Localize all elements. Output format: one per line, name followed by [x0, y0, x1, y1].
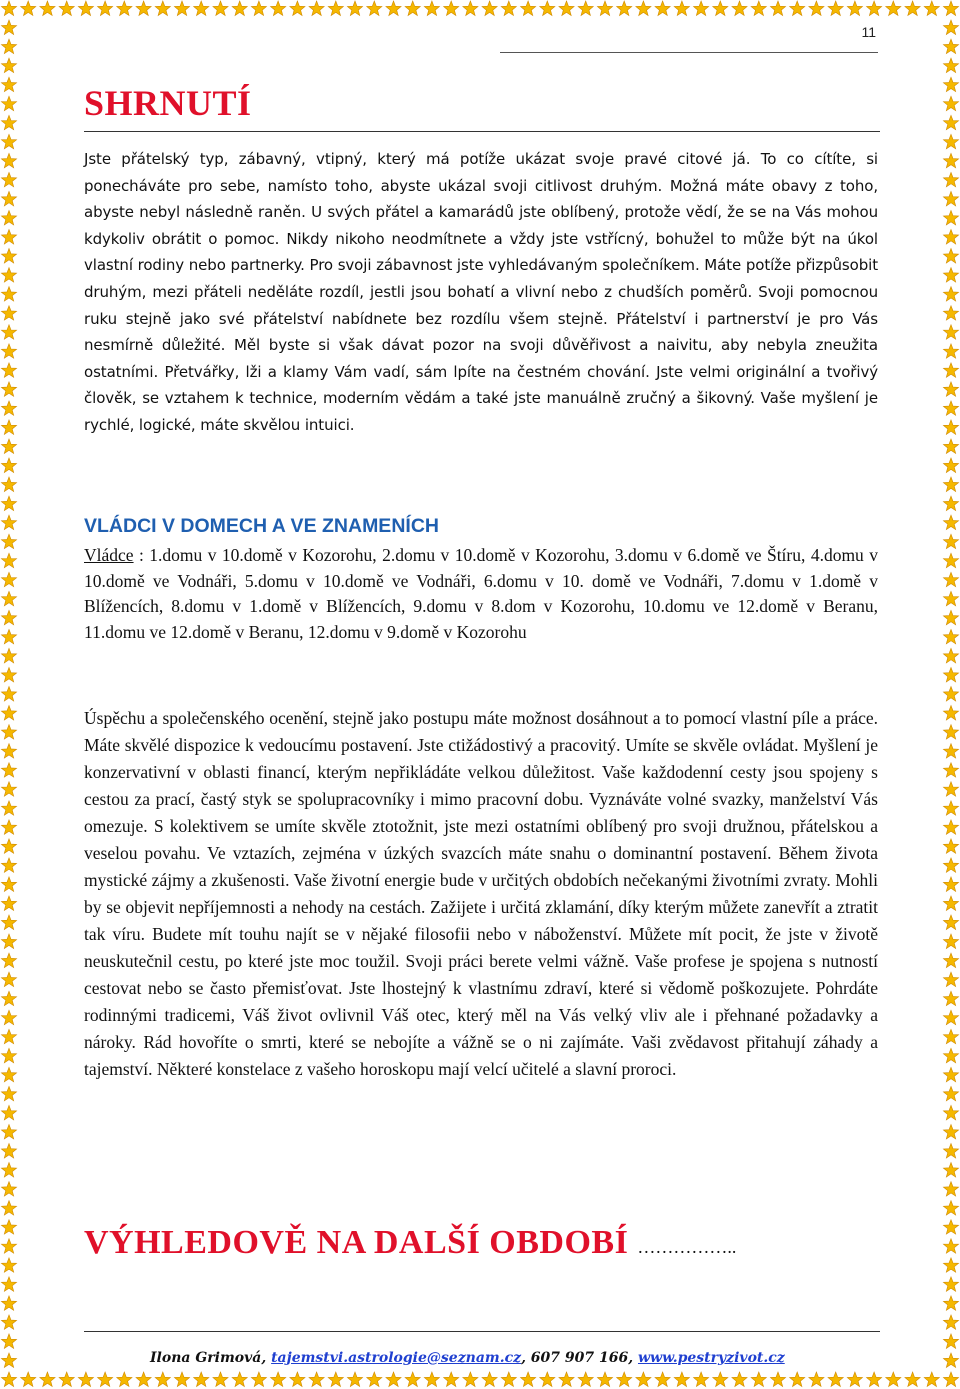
star-icon [1, 1182, 16, 1197]
star-icon [1, 915, 16, 930]
star-icon [617, 1372, 632, 1387]
star-icon [1, 953, 16, 968]
star-icon [943, 839, 958, 854]
star-icon [1, 363, 16, 378]
summary-paragraph: Jste přátelský typ, zábavný, vtipný, který má potíže ukázat svoje pravé citové já. To co cítíte, si ponecháváte pro sebe, namísto toho, abyste ukázal svoji citlivost druhým. Možná máte obavy z toho, abyste nebyl následně raněn. U svých přátel a kamarádů jste oblíbený, protože vědí, že se na Vás mohou kdykoliv obrátit o pomoc. Nikdy nikoho neodmítnete a vždy jste vstřícný, bohužel to může být na úkol vlastní rodiny nebo partnerky. Pro svoji zábavnost jste vyhledávaným společníkem. Máte potíže přizpůsobit druhým, mezi přáteli neděláte rozdíl, jestli jsou bohatí a vlivní nebo z chudších poměrů. Svoji pomocnou ruku stejně jako své přátelství nabídnete bez rozdílu všem stejně. Přátelství i partnerství je pro Vás nesmírně důležité. Měl byste si však dávat pozor na svoji důvěřivost a naivitu, aby nebyla zneužita ostatními. Přetvářky, lži a klamy Vám vadí, sám lpíte na čestném chování. Jste velmi originální a tvořivý člověk, se vztahem k technice, moderním vědám a také jste manuálně zručný a šikovný. Vaše myšlení je rychlé, logické, máte skvělou intuici. [84, 150, 878, 434]
star-icon [540, 1, 555, 16]
star-icon [59, 1372, 74, 1387]
star-icon [943, 1372, 958, 1387]
star-icon [1, 458, 16, 473]
star-icon [943, 344, 958, 358]
star-icon [694, 1372, 709, 1387]
star-icon [943, 420, 958, 435]
star-icon [597, 1, 612, 16]
star-icon [1, 991, 16, 1005]
star-icon [136, 1, 151, 16]
rulers-text: : 1.domu v 10.domě v Kozorohu, 2.domu v 10.domě v Kozorohu, 3.domu v 6.domě ve Štíru, 4.domu v 10.domě ve Vodnáři, 5.domu v 10.domě ve Vodnáři, 6.domu v 10. domě ve Vodnáři, 7.domu v 1.domě v Blížencích, 8.domu v 1.domě v Blížencích, 9.domu v 8.dom v Kozorohu, 10.domu ve 12.domě v Beranu, 11.domu ve 12.domě v Beranu, 12.domu v 9.domě v Kozorohu [84, 545, 878, 642]
star-icon [1, 896, 16, 910]
star-icon [347, 1, 362, 16]
star-icon [943, 1144, 958, 1159]
star-icon [636, 1, 651, 16]
star-icon [1, 706, 16, 721]
star-icon [1, 420, 16, 435]
star-icon [405, 1, 420, 16]
star-icon [713, 1, 728, 16]
star-icon [1, 325, 16, 340]
star-icon [578, 1, 593, 16]
star-icon [943, 668, 958, 682]
star-icon [1, 801, 16, 815]
star-icon [943, 58, 958, 73]
star-icon [1, 687, 16, 702]
star-icon [1, 344, 16, 358]
star-icon [1, 572, 16, 586]
star-icon [655, 1372, 670, 1387]
star-icon [790, 1372, 805, 1387]
star-icon [1, 629, 16, 643]
star-icon [905, 1, 920, 16]
star-icon [1, 230, 16, 245]
footer-phone: , 607 907 166, [521, 1350, 638, 1366]
outlook-heading [84, 1224, 736, 1262]
star-icon [117, 1, 132, 16]
star-icon [847, 1372, 862, 1387]
star-icon [347, 1372, 362, 1387]
star-icon [386, 1372, 401, 1387]
star-icon [713, 1372, 728, 1387]
star-icon [463, 1, 478, 16]
star-icon [1, 306, 16, 320]
star-icon [1, 858, 16, 872]
rulers-heading: VLÁDCI V DOMECH A VE ZNAMENÍCH [84, 515, 439, 537]
star-icon [751, 1372, 766, 1387]
star-icon [905, 1372, 920, 1387]
star-icon [597, 1372, 612, 1387]
star-icon [943, 96, 958, 111]
star-icon [1, 515, 16, 530]
footer [150, 1350, 850, 1366]
star-icon [943, 1163, 958, 1178]
star-icon [482, 1372, 497, 1387]
star-icon [521, 1, 536, 16]
star-icon [674, 1372, 689, 1387]
star-icon [367, 1372, 382, 1387]
star-icon [943, 1029, 958, 1043]
star-icon [290, 1372, 305, 1387]
star-icon [117, 1372, 132, 1387]
page-number: 11 [861, 24, 876, 40]
star-icon [943, 325, 958, 340]
star-icon [78, 1372, 93, 1387]
star-icon [1, 77, 16, 91]
star-icon [1, 1125, 16, 1139]
star-icon [1, 1048, 16, 1063]
star-icon [943, 1, 958, 16]
star-icon [194, 1, 209, 16]
star-icon [943, 1105, 958, 1120]
star-icon [943, 1067, 958, 1082]
star-icon [943, 877, 958, 892]
star-icon [943, 1353, 958, 1367]
star-icon [1, 934, 16, 949]
star-icon [674, 1, 689, 16]
star-icon [194, 1372, 209, 1387]
star-icon [1, 20, 16, 35]
summary-rule [84, 131, 880, 132]
star-icon [655, 1, 670, 16]
star-icon [251, 1372, 266, 1387]
star-icon [943, 287, 958, 302]
star-icon [943, 1125, 958, 1139]
star-icon [809, 1372, 824, 1387]
star-icon [1, 648, 16, 663]
star-icon [1, 1277, 16, 1292]
star-icon [98, 1, 113, 16]
star-icon [867, 1372, 882, 1387]
star-icon [943, 115, 958, 129]
footer-rule [84, 1331, 880, 1332]
star-icon [232, 1372, 247, 1387]
star-icon [21, 1, 36, 16]
star-icon [943, 515, 958, 530]
star-icon [1, 1334, 16, 1349]
star-icon [1, 1029, 16, 1043]
star-icon [943, 1277, 958, 1292]
outlook-heading-text: VÝHLEDOVĚ NA DALŠÍ OBDOBÍ [84, 1224, 629, 1261]
star-icon [1, 1086, 16, 1100]
star-icon [886, 1, 901, 16]
star-icon [444, 1372, 459, 1387]
star-icon [1, 439, 16, 453]
star-icon [1, 496, 16, 511]
star-icon [1, 877, 16, 892]
star-icon [463, 1372, 478, 1387]
star-icon [1, 839, 16, 854]
star-icon [943, 153, 958, 168]
star-icon [1, 1353, 16, 1367]
star-icon [213, 1372, 228, 1387]
outlook-dots: …………….. [637, 1237, 737, 1257]
star-icon [1, 1163, 16, 1178]
star-icon [1, 668, 16, 682]
star-icon [943, 249, 958, 264]
star-icon [424, 1372, 439, 1387]
star-icon [943, 1048, 958, 1063]
star-icon [328, 1372, 343, 1387]
star-icon [943, 534, 958, 548]
star-icon [1, 477, 16, 492]
star-icon [1, 1105, 16, 1120]
star-icon [1, 1220, 16, 1234]
star-icon [174, 1, 189, 16]
star-icon [943, 591, 958, 606]
star-icon [40, 1372, 55, 1387]
star-icon [98, 1372, 113, 1387]
star-icon [943, 401, 958, 415]
star-icon [155, 1372, 170, 1387]
star-icon [943, 1182, 958, 1197]
star-icon [1, 1296, 16, 1311]
star-icon [1, 744, 16, 759]
star-icon [1, 134, 16, 149]
star-icon [1, 1201, 16, 1216]
star-icon [943, 458, 958, 473]
star-icon [1, 1067, 16, 1082]
star-icon [174, 1372, 189, 1387]
star-icon [1, 972, 16, 987]
star-icon [578, 1372, 593, 1387]
star-icon [943, 1258, 958, 1272]
star-icon [770, 1372, 785, 1387]
star-icon [943, 211, 958, 225]
summary-heading: SHRNUTÍ [84, 83, 252, 123]
footer-website-link[interactable]: www.pestryzivot.cz [637, 1350, 785, 1366]
star-icon [943, 496, 958, 511]
star-icon [943, 972, 958, 987]
star-icon [732, 1, 747, 16]
star-icon [1, 249, 16, 264]
star-icon [943, 915, 958, 930]
star-icon [1, 1258, 16, 1272]
star-icon [1, 1, 16, 16]
star-icon [943, 1239, 958, 1254]
star-icon [943, 687, 958, 702]
star-icon [1, 591, 16, 606]
star-icon [1, 553, 16, 568]
star-icon [943, 1010, 958, 1024]
rulers-label: Vládce [84, 545, 134, 565]
star-icon [540, 1372, 555, 1387]
star-icon [1, 96, 16, 111]
star-icon [1, 782, 16, 797]
star-icon [943, 477, 958, 492]
star-icon [1, 1144, 16, 1159]
star-icon [943, 763, 958, 777]
star-icon [1, 1372, 16, 1387]
star-icon [444, 1, 459, 16]
star-icon [943, 363, 958, 378]
star-icon [1, 1010, 16, 1024]
star-icon [1, 763, 16, 777]
star-icon [943, 268, 958, 283]
star-icon [943, 782, 958, 797]
footer-name: Ilona Grimová, [150, 1350, 272, 1366]
star-icon [943, 896, 958, 910]
header-rule [500, 52, 878, 53]
star-icon [694, 1, 709, 16]
star-icon [943, 20, 958, 35]
star-icon [943, 934, 958, 949]
star-icon [943, 820, 958, 835]
star-icon [943, 953, 958, 968]
star-icon [943, 553, 958, 568]
star-icon [78, 1, 93, 16]
star-icon [501, 1, 516, 16]
star-icon [943, 77, 958, 91]
star-icon [943, 134, 958, 149]
star-icon [943, 744, 958, 759]
star-icon [943, 991, 958, 1005]
star-icon [617, 1, 632, 16]
star-icon [405, 1372, 420, 1387]
star-icon [367, 1, 382, 16]
star-icon [155, 1, 170, 16]
star-icon [1, 191, 16, 206]
star-icon [1, 39, 16, 54]
star-icon [943, 1315, 958, 1329]
star-icon [136, 1372, 151, 1387]
star-icon [386, 1, 401, 16]
star-icon [40, 1, 55, 16]
star-icon [943, 382, 958, 397]
star-icon [251, 1, 266, 16]
star-icon [809, 1, 824, 16]
star-icon [943, 572, 958, 586]
star-icon [59, 1, 74, 16]
star-icon [943, 1220, 958, 1234]
star-icon [943, 1334, 958, 1349]
star-icon [271, 1, 286, 16]
star-icon [790, 1, 805, 16]
star-icon [751, 1, 766, 16]
rulers-paragraph [84, 543, 878, 645]
star-icon [943, 648, 958, 663]
star-icon [21, 1372, 36, 1387]
star-icon [770, 1, 785, 16]
star-icon [943, 1296, 958, 1311]
star-icon [828, 1372, 843, 1387]
star-icon [943, 706, 958, 721]
star-icon [943, 306, 958, 320]
star-icon [943, 1086, 958, 1100]
star-icon [1, 1239, 16, 1254]
star-icon [521, 1372, 536, 1387]
star-icon [1, 268, 16, 283]
star-icon [924, 1372, 939, 1387]
star-icon [559, 1, 574, 16]
star-icon [847, 1, 862, 16]
star-icon [1, 172, 16, 186]
star-icon [232, 1, 247, 16]
star-icon [309, 1, 324, 16]
star-icon [482, 1, 497, 16]
star-icon [732, 1372, 747, 1387]
star-icon [501, 1372, 516, 1387]
star-icon [1, 820, 16, 835]
star-icon [328, 1, 343, 16]
star-icon [943, 725, 958, 740]
star-icon [867, 1, 882, 16]
star-icon [943, 629, 958, 643]
star-icon [309, 1372, 324, 1387]
main-paragraph: Úspěchu a společenského ocenění, stejně jako postupu máte možnost dosáhnout a to pomocí vlastní píle a práce. Máte skvělé dispozice k vedoucímu postavení. Jste ctižádostivý a pracovitý. Umíte se skvěle ovládat. Myšlení je konzervativní v oblasti financí, kterým nepřikládáte velkou důležitost. Vaše každodenní cesty jsou spojeny s cestou za prací, častý styk se spolupracovníky i mimo pracovní dobu. Vyznáváte volné svazky, manželství Vás omezuje. S kolektivem se umíte skvěle ztotožnit, jste mezi ostatními oblíbený pro svoji družnou, přátelskou a veselou povahu. Ve vztazích, zejména v úzkých svazcích máte snahu o dominantní postavení. Během života mystické zájmy a zkušenosti. Vaše životní energie bude v určitých obdobích nečekanými životními zvraty. Mohli by se objevit nepříjemnosti a nehody na cestách. Zažijete i určitá zklamání, díky kterým můžete zanevřít a ztratit tak víru. Budete mít touhu najít se v nějaké filosofii nebo v náboženství. Můžete mít pocit, že jste v životě neuskutečnil cestu, po které jste moc toužil. Svoji práci berete velmi vážně. Vaše profese je spojena s nutností cestovat nebo se často přemisťovat. Jste lhostejný k vlastnímu zdraví, které si vědomě poškozujete. Pohrdáte rodinnými tradicemi, Váš život ovlivnil Váš otec, který měl na Vás velký vliv ale i přehnané požadavky a nároky. Rád hovoříte o smrti, které se nebojíte a vážně se o ni zajímáte. Vaši zvědavost přitahují záhady a tajemství. Některé konstelace z vašeho horoskopu mají velcí učitelé a slavní proroci. [84, 708, 878, 1079]
star-icon [1, 725, 16, 740]
star-icon [636, 1372, 651, 1387]
star-icon [559, 1372, 574, 1387]
star-icon [943, 39, 958, 54]
star-icon [943, 801, 958, 815]
star-icon [943, 230, 958, 245]
star-icon [1, 1315, 16, 1329]
star-icon [943, 172, 958, 186]
star-icon [1, 153, 16, 168]
star-icon [943, 858, 958, 872]
star-icon [1, 534, 16, 548]
star-icon [1, 115, 16, 129]
star-icon [924, 1, 939, 16]
star-icon [1, 211, 16, 225]
star-icon [213, 1, 228, 16]
star-icon [424, 1, 439, 16]
star-icon [943, 439, 958, 453]
star-icon [1, 610, 16, 625]
star-icon [1, 58, 16, 73]
star-icon [1, 401, 16, 415]
star-icon [828, 1, 843, 16]
footer-email-link[interactable]: tajemstvi.astrologie@seznam.cz [271, 1350, 522, 1366]
star-icon [886, 1372, 901, 1387]
star-icon [1, 287, 16, 302]
star-icon [943, 1201, 958, 1216]
star-icon [943, 610, 958, 625]
star-icon [271, 1372, 286, 1387]
star-icon [1, 382, 16, 397]
star-icon [290, 1, 305, 16]
star-icon [943, 191, 958, 206]
